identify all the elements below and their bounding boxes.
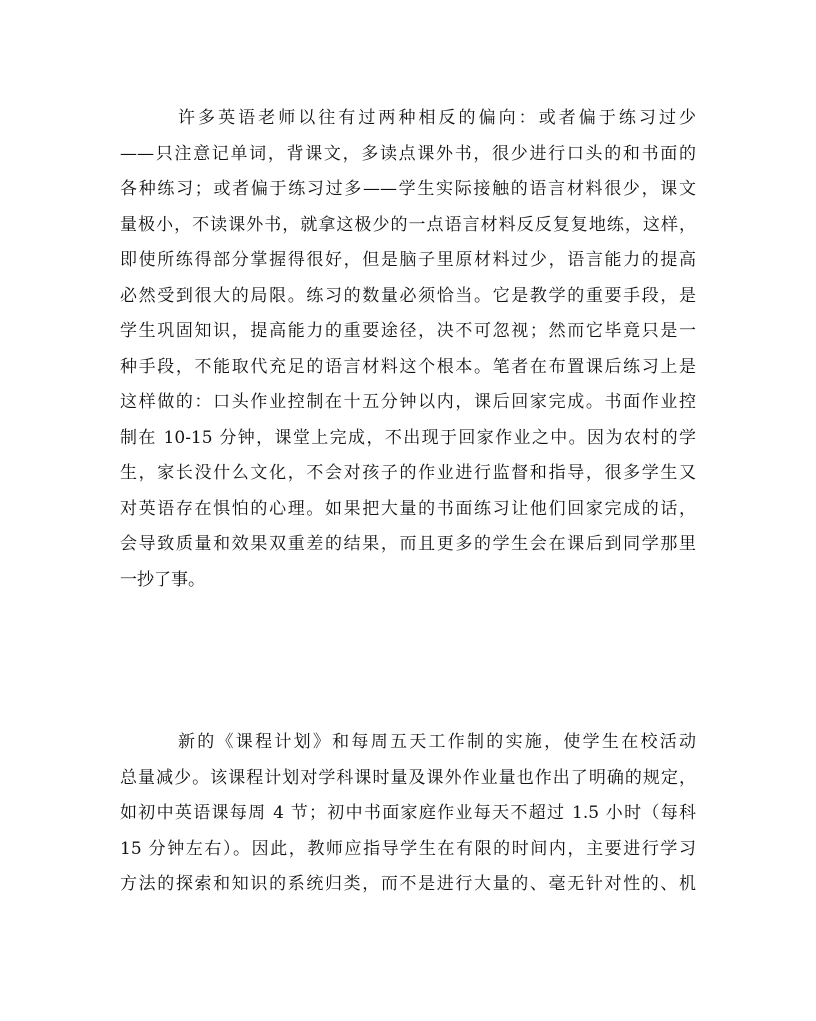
paragraph-line: 制在 10-15 分钟，课堂上完成，不出现于回家作业之中。因为农村的学	[120, 427, 696, 448]
paragraph-line: 方法的探索和知识的系统归类，而不是进行大量的、毫无针对性的、机	[120, 874, 696, 894]
paragraph-1	[120, 101, 696, 598]
paragraph-line: 各种练习；或者偏于练习过多——学生实际接触的语言材料很少，课文	[120, 179, 696, 199]
paragraph-line: 如初中英语课每周 4 节；初中书面家庭作业每天不超过 1.5 小时（每科	[120, 803, 696, 823]
paragraph-line: 生，家长没什么文化，不会对孩子的作业进行监督和指导，很多学生又	[120, 463, 696, 483]
paragraph-line: 15 分钟左右）。因此，教师应指导学生在有限的时间内，主要进行学习	[120, 838, 696, 859]
paragraph-line: 这样做的：口头作业控制在十五分钟以内，课后回家完成。书面作业控	[120, 392, 696, 412]
paragraph-line: 学生巩固知识，提高能力的重要途径，决不可忽视；然而它毕竟只是一	[120, 321, 696, 341]
paragraph-line: 量极小，不读课外书，就拿这极少的一点语言材料反反复复地练，这样，	[120, 214, 696, 235]
paragraph-line: 即使所练得部分掌握得很好，但是脑子里原材料过少，语言能力的提高	[120, 250, 696, 270]
paragraph-line: 种手段，不能取代充足的语言材料这个根本。笔者在布置课后练习上是	[120, 356, 696, 377]
paragraph-line: 许多英语老师以往有过两种相反的偏向：或者偏于练习过少	[178, 108, 696, 128]
paragraph-line: ——只注意记单词，背课文，多读点课外书，很少进行口头的和书面的	[120, 143, 696, 164]
paragraph-line: 会导致质量和效果双重差的结果，而且更多的学生会在课后到同学那里	[120, 534, 696, 554]
paragraph-line: 新的《课程计划》和每周五天工作制的实施，使学生在校活动	[178, 732, 696, 752]
paragraph-line: 对英语存在惧怕的心理。如果把大量的书面练习让他们回家完成的话，	[120, 498, 696, 519]
paragraph-line: 一抄了事。	[120, 569, 205, 590]
paragraph-line: 总量减少。该课程计划对学科课时量及课外作业量也作出了明确的规定，	[120, 767, 696, 788]
paragraph-2	[120, 725, 696, 903]
paragraph-line: 必然受到很大的局限。练习的数量必须恰当。它是教学的重要手段，是	[120, 285, 696, 306]
